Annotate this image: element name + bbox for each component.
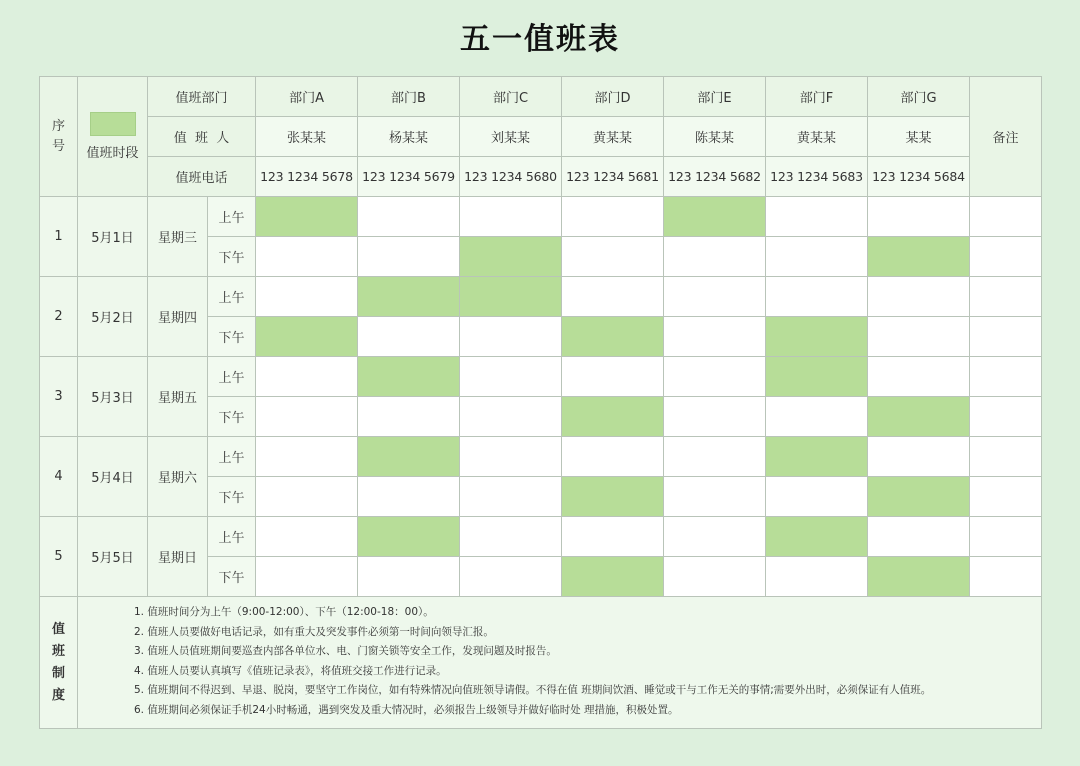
duty-cell[interactable] (562, 517, 664, 557)
duty-phone: 123 1234 5682 (664, 157, 766, 197)
rule-item: 4. 值班人员要认真填写《值班记录表》，将值班交接工作进行记录。 (134, 664, 447, 677)
dept-name: 部门B (358, 77, 460, 117)
morning-label: 上午 (208, 197, 256, 237)
duty-cell[interactable] (358, 557, 460, 597)
duty-cell-assigned[interactable] (766, 357, 868, 397)
duty-cell[interactable] (256, 357, 358, 397)
duty-cell-assigned[interactable] (358, 277, 460, 317)
seq-header-char: 序 (51, 118, 65, 134)
phone-label: 值班电话 (148, 157, 256, 197)
rules-row (40, 597, 1042, 729)
duty-cell-assigned[interactable] (664, 197, 766, 237)
dept-name: 部门E (664, 77, 766, 117)
remark-cell[interactable] (970, 357, 1042, 397)
duty-cell[interactable] (664, 357, 766, 397)
duty-cell[interactable] (460, 357, 562, 397)
day-row (40, 197, 1042, 237)
duty-cell[interactable] (766, 477, 868, 517)
duty-cell[interactable] (358, 397, 460, 437)
remark-cell[interactable] (970, 397, 1042, 437)
duty-cell[interactable] (562, 277, 664, 317)
afternoon-label: 下午 (208, 237, 256, 277)
day-date: 5月5日 (78, 517, 148, 597)
duty-cell-assigned[interactable] (766, 517, 868, 557)
day-weekday: 星期五 (148, 357, 208, 437)
remark-cell[interactable] (970, 197, 1042, 237)
morning-label: 上午 (208, 437, 256, 477)
remark-cell[interactable] (970, 437, 1042, 477)
duty-cell[interactable] (664, 477, 766, 517)
rule-item: 5. 值班期间不得迟到、早退、脱岗，要坚守工作岗位，如有特殊情况向值班领导请假。不得在值 班期间饮酒、睡觉或干与工作无关的事情;需要外出时，必须保证有人值班。 (134, 684, 932, 696)
duty-cell[interactable] (766, 397, 868, 437)
rules-label-char: 度 (51, 687, 65, 703)
day-row (40, 277, 1042, 317)
duty-cell-assigned[interactable] (868, 237, 970, 277)
afternoon-label: 下午 (208, 397, 256, 437)
duty-cell-assigned[interactable] (868, 397, 970, 437)
day-weekday: 星期六 (148, 437, 208, 517)
duty-phone: 123 1234 5679 (358, 157, 460, 197)
duty-cell-assigned[interactable] (562, 317, 664, 357)
duty-phone: 123 1234 5681 (562, 157, 664, 197)
duty-cell[interactable] (664, 517, 766, 557)
rules-label (40, 597, 78, 729)
duty-cell[interactable] (460, 317, 562, 357)
day-date: 5月4日 (78, 437, 148, 517)
rules-label-char: 制 (51, 665, 65, 681)
duty-cell-assigned[interactable] (460, 277, 562, 317)
day-seq: 2 (40, 277, 78, 357)
duty-cell[interactable] (664, 277, 766, 317)
duty-cell[interactable] (562, 437, 664, 477)
remark-cell[interactable] (970, 477, 1042, 517)
duty-cell-assigned[interactable] (868, 557, 970, 597)
duty-phone: 123 1234 5678 (256, 157, 358, 197)
morning-label: 上午 (208, 357, 256, 397)
duty-cell[interactable] (562, 197, 664, 237)
remark-cell[interactable] (970, 517, 1042, 557)
duty-cell[interactable] (460, 197, 562, 237)
duty-cell[interactable] (358, 237, 460, 277)
afternoon-label: 下午 (208, 477, 256, 517)
duty-cell[interactable] (460, 517, 562, 557)
duty-cell[interactable] (664, 557, 766, 597)
duty-cell[interactable] (562, 357, 664, 397)
rules-label-char: 值 (51, 621, 65, 637)
duty-cell[interactable] (664, 397, 766, 437)
rule-item: 3. 值班人员值班期间要巡查内部各单位水、电、门窗关锁等安全工作，发现问题及时报告。 (134, 645, 557, 657)
duty-person: 刘某某 (460, 117, 562, 157)
duty-cell[interactable] (256, 477, 358, 517)
duty-cell-assigned[interactable] (358, 357, 460, 397)
duty-cell[interactable] (562, 237, 664, 277)
day-row (40, 437, 1042, 477)
duty-cell[interactable] (256, 237, 358, 277)
duty-phone: 123 1234 5684 (868, 157, 970, 197)
duty-cell-assigned[interactable] (766, 317, 868, 357)
rules-label-char: 班 (51, 643, 65, 659)
duty-person: 杨某某 (358, 117, 460, 157)
duty-person: 黄某某 (562, 117, 664, 157)
duty-cell[interactable] (256, 557, 358, 597)
duty-cell[interactable] (664, 317, 766, 357)
duty-cell[interactable] (868, 357, 970, 397)
remark-cell[interactable] (970, 237, 1042, 277)
duty-cell[interactable] (766, 277, 868, 317)
duty-cell[interactable] (868, 317, 970, 357)
duty-cell-assigned[interactable] (868, 477, 970, 517)
morning-label: 上午 (208, 277, 256, 317)
day-date: 5月1日 (78, 197, 148, 277)
day-seq: 1 (40, 197, 78, 277)
header-row-phone (40, 157, 1042, 197)
duty-cell[interactable] (868, 517, 970, 557)
dept-name: 部门G (868, 77, 970, 117)
day-row (40, 517, 1042, 557)
rule-item: 1. 值班时间分为上午（9:00-12:00）、下午（12:00-18：00）。 (134, 606, 434, 618)
duty-phone: 123 1234 5683 (766, 157, 868, 197)
rule-item: 2. 值班人员要做好电话记录，如有重大及突发事件必须第一时间向领导汇报。 (134, 625, 494, 638)
duty-legend-swatch (90, 112, 136, 136)
duty-cell[interactable] (256, 517, 358, 557)
duty-person: 某某 (868, 117, 970, 157)
day-seq: 3 (40, 357, 78, 437)
day-row (40, 357, 1042, 397)
rules-body (78, 597, 1042, 729)
duty-cell[interactable] (868, 277, 970, 317)
period-header (78, 77, 148, 197)
duty-cell[interactable] (460, 437, 562, 477)
duty-person: 陈某某 (664, 117, 766, 157)
duty-cell[interactable] (460, 397, 562, 437)
dept-label: 值班部门 (148, 77, 256, 117)
header-row-person (40, 117, 1042, 157)
duty-cell[interactable] (256, 277, 358, 317)
duty-cell[interactable] (664, 437, 766, 477)
duty-cell-assigned[interactable] (562, 557, 664, 597)
duty-cell[interactable] (460, 557, 562, 597)
dept-name: 部门A (256, 77, 358, 117)
afternoon-label: 下午 (208, 557, 256, 597)
header-row-dept (40, 77, 1042, 117)
day-seq: 5 (40, 517, 78, 597)
duty-cell[interactable] (766, 237, 868, 277)
duty-cell-assigned[interactable] (460, 237, 562, 277)
morning-label: 上午 (208, 517, 256, 557)
duty-cell[interactable] (460, 477, 562, 517)
seq-header (40, 77, 78, 197)
remark-header: 备注 (970, 77, 1042, 197)
duty-cell[interactable] (256, 397, 358, 437)
duty-cell[interactable] (868, 197, 970, 237)
day-weekday: 星期日 (148, 517, 208, 597)
duty-cell[interactable] (358, 317, 460, 357)
day-seq: 4 (40, 437, 78, 517)
day-date: 5月2日 (78, 277, 148, 357)
duty-cell-assigned[interactable] (562, 477, 664, 517)
dept-name: 部门D (562, 77, 664, 117)
period-header-label: 值班时段 (86, 146, 139, 161)
duty-cell[interactable] (766, 557, 868, 597)
duty-cell[interactable] (766, 197, 868, 237)
duty-cell-assigned[interactable] (256, 197, 358, 237)
person-label: 值 班 人 (148, 117, 256, 157)
duty-cell[interactable] (256, 437, 358, 477)
duty-person: 黄某某 (766, 117, 868, 157)
duty-cell-assigned[interactable] (256, 317, 358, 357)
day-weekday: 星期三 (148, 197, 208, 277)
remark-cell[interactable] (970, 557, 1042, 597)
remark-cell[interactable] (970, 277, 1042, 317)
page-title: 五一值班表 (460, 22, 620, 57)
duty-cell-assigned[interactable] (766, 437, 868, 477)
duty-cell-assigned[interactable] (358, 517, 460, 557)
duty-cell[interactable] (868, 437, 970, 477)
remark-cell[interactable] (970, 317, 1042, 357)
afternoon-label: 下午 (208, 317, 256, 357)
rule-item: 6. 值班期间必须保证手机24小时畅通，遇到突发及重大情况时，必须报告上级领导并做好临时处 理措施，积极处置。 (134, 703, 679, 716)
duty-cell[interactable] (664, 237, 766, 277)
duty-cell-assigned[interactable] (562, 397, 664, 437)
duty-cell[interactable] (358, 477, 460, 517)
day-weekday: 星期四 (148, 277, 208, 357)
duty-person: 张某某 (256, 117, 358, 157)
dept-name: 部门C (460, 77, 562, 117)
dept-name: 部门F (766, 77, 868, 117)
duty-cell-assigned[interactable] (358, 437, 460, 477)
day-date: 5月3日 (78, 357, 148, 437)
seq-header-char: 号 (51, 138, 65, 154)
duty-table (39, 76, 1042, 729)
duty-phone: 123 1234 5680 (460, 157, 562, 197)
duty-cell[interactable] (358, 197, 460, 237)
